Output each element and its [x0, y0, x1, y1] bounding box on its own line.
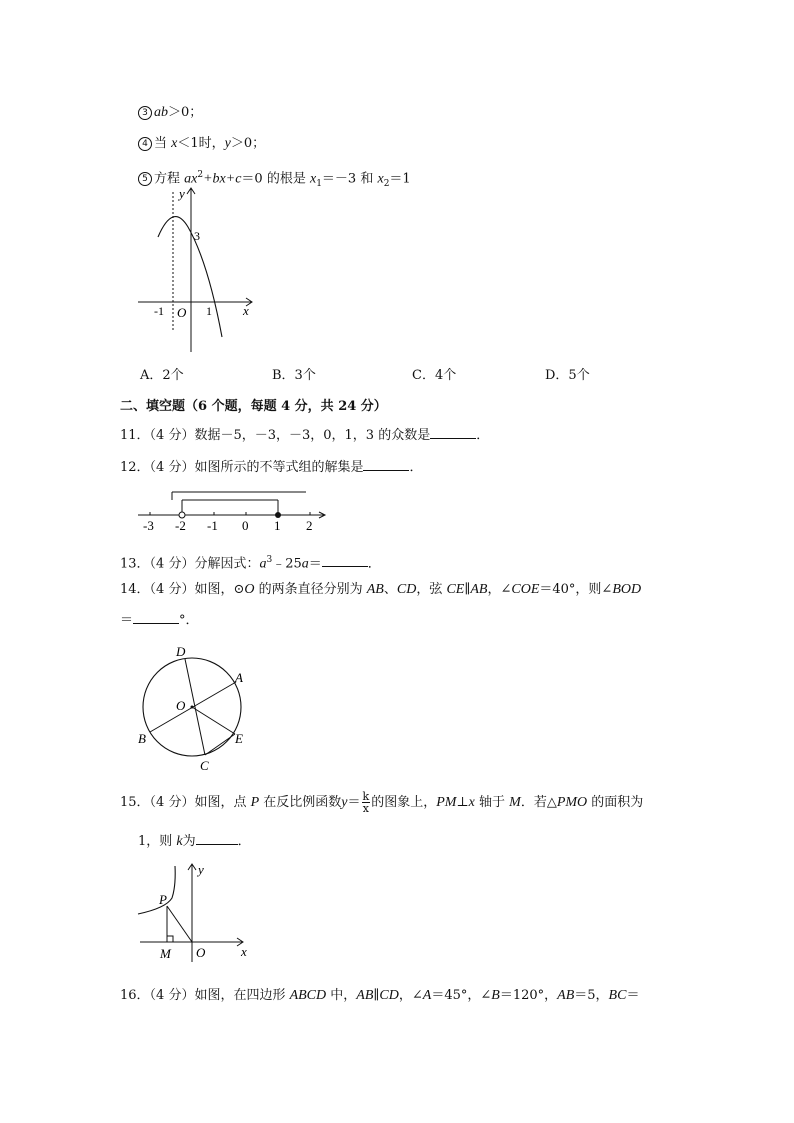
var: P: [250, 795, 260, 810]
var: COE: [511, 582, 540, 597]
label-3: 3: [194, 229, 200, 243]
text: 在反比例函数: [259, 795, 342, 810]
text: ＜1时，: [177, 136, 225, 151]
text: 当: [154, 136, 172, 151]
var: CD: [396, 582, 417, 597]
expr: ax: [184, 171, 198, 187]
question-14-line2: [120, 611, 199, 630]
var: AB: [470, 582, 488, 597]
text: ＝40°，则∠: [539, 582, 613, 597]
text: 14．（4 分）如图，⊙: [120, 582, 245, 597]
question-13: [120, 551, 381, 573]
label-minus-1: -1: [154, 304, 164, 318]
subscript: 2: [383, 178, 390, 189]
text: ＞0；: [168, 105, 203, 120]
tick-label: 1: [274, 518, 281, 533]
y-label: y: [198, 862, 204, 877]
text: 轴于: [474, 795, 510, 810]
var: B: [491, 988, 500, 1003]
circle-figure: [130, 640, 265, 775]
label-d: D: [176, 644, 186, 659]
q12-end: ．: [409, 460, 423, 475]
var: BC: [608, 988, 627, 1003]
var: A: [422, 988, 432, 1003]
text: ﹣25: [272, 556, 302, 572]
question-15-line2: [138, 832, 251, 851]
var: PMO: [556, 795, 588, 810]
question-12: [120, 458, 422, 477]
x-label: x: [243, 303, 249, 318]
text: 的面积为: [587, 795, 644, 810]
tick-label: 0: [242, 518, 249, 533]
tick-label: -2: [175, 518, 186, 533]
denominator: x: [362, 802, 369, 815]
segment-po: [167, 906, 192, 942]
label-c: C: [200, 758, 209, 773]
answer-blank: [196, 832, 238, 845]
expr: ab: [154, 105, 168, 120]
q13-end: ．: [367, 556, 381, 572]
var: BOD: [612, 582, 642, 597]
label-b: B: [138, 731, 146, 746]
var-a: a: [301, 556, 309, 572]
option-d: D．5个: [545, 368, 590, 383]
var-a: a: [259, 556, 267, 572]
tick-label: -1: [207, 518, 218, 533]
var-x: x: [171, 136, 178, 151]
radius-oe: [192, 707, 235, 734]
text: ＝－3 和: [321, 171, 378, 187]
circled-number: 5: [138, 172, 152, 186]
var: O: [244, 582, 255, 597]
text: 15．（4 分）如图，点: [120, 795, 251, 810]
text: ．: [237, 834, 251, 849]
question-11: [120, 426, 489, 445]
var: AB: [557, 988, 575, 1003]
parabola-curve: [158, 217, 222, 337]
var: x: [468, 795, 475, 810]
circled-number: 3: [138, 106, 152, 120]
answer-blank: [363, 458, 409, 471]
tick-label: -3: [143, 518, 154, 533]
text: ＝: [626, 988, 640, 1003]
answer-blank: [133, 611, 179, 624]
option-a: A．2个: [140, 368, 184, 383]
number-line-figure: [130, 486, 335, 534]
text: ＝0 的根是: [241, 171, 310, 187]
question-16: [120, 987, 639, 1005]
text: ＝: [308, 556, 322, 572]
numerator: k: [362, 790, 370, 803]
text: 1，则: [138, 834, 177, 849]
hyperbola-figure: [130, 858, 255, 963]
text: 中，: [326, 988, 357, 1003]
section-heading: 二、填空题（6 个题，每题 4 分，共 24 分）: [120, 399, 387, 414]
var: y: [341, 795, 348, 810]
diameter-cd: [185, 659, 205, 755]
text: ．若△: [520, 795, 557, 810]
question-15: [120, 791, 643, 814]
exponent: 3: [266, 555, 273, 565]
var-x1: x: [309, 171, 317, 187]
text: ＝45°，∠: [431, 988, 492, 1003]
option-b: B．3个: [272, 368, 316, 383]
text: 16．（4 分）如图，在四边形: [120, 988, 290, 1003]
parabola-figure: [130, 182, 260, 357]
text: 方程: [154, 171, 185, 187]
text: ，∠: [398, 988, 423, 1003]
var: k: [176, 834, 183, 849]
label-e: E: [235, 731, 243, 746]
statement-4: [138, 135, 265, 153]
fraction: [362, 791, 371, 814]
circled-number: 4: [138, 137, 152, 151]
statement-3: [138, 104, 202, 122]
var: M: [509, 795, 521, 810]
text: ＝: [347, 795, 361, 810]
text: ＞0；: [230, 136, 266, 151]
text: 的图象上，: [371, 795, 437, 810]
x-label: x: [241, 944, 247, 959]
exponent: 2: [197, 170, 204, 180]
label-o: O: [196, 945, 206, 960]
text: ∥: [373, 988, 380, 1003]
text: 为: [182, 834, 196, 849]
label-p: P: [159, 892, 167, 907]
var: AB: [366, 582, 384, 597]
answer-blank: [430, 426, 476, 439]
answer-blank: [322, 554, 368, 567]
center-point: [191, 706, 194, 709]
var: PM: [436, 795, 457, 810]
q11-text: 11．（4 分）数据－5，－3，－3，0，1，3 的众数是: [120, 428, 431, 443]
y-label: y: [179, 186, 185, 201]
text: ＝1: [389, 171, 411, 187]
right-angle-mark: [167, 936, 173, 942]
var-x2: x: [377, 171, 384, 187]
var: ABCD: [289, 988, 327, 1003]
q12-text: 12．（4 分）如图所示的不等式组的解集是: [120, 460, 364, 475]
label-a: A: [235, 670, 243, 685]
text: ＝: [120, 613, 134, 628]
chord-ce: [205, 734, 235, 755]
text: ⊥: [456, 795, 469, 810]
text: 的两条直径分别为: [254, 582, 367, 597]
label-o: O: [176, 698, 186, 713]
subscript: 1: [316, 178, 322, 189]
text: ，弦: [416, 582, 447, 597]
tick-label: 2: [306, 518, 313, 533]
q13-text: 13．（4 分）分解因式：: [120, 556, 260, 572]
text: ∥: [464, 582, 471, 597]
text: ＝120°，: [499, 988, 558, 1003]
label-1: 1: [206, 304, 212, 318]
question-14: [120, 581, 641, 599]
hyperbola-curve: [138, 866, 175, 914]
text: ，∠: [487, 582, 512, 597]
var: AB: [356, 988, 374, 1003]
origin-label: O: [177, 305, 187, 320]
var: CD: [379, 988, 399, 1003]
option-c: C．4个: [412, 368, 457, 383]
text: °．: [179, 613, 199, 628]
expr: +bx+c: [203, 171, 242, 187]
var-y: y: [224, 136, 231, 151]
label-m: M: [160, 946, 171, 961]
text: ＝5，: [574, 988, 609, 1003]
text: 、: [383, 582, 397, 597]
var: CE: [446, 582, 465, 597]
q11-end: ．: [476, 428, 490, 443]
